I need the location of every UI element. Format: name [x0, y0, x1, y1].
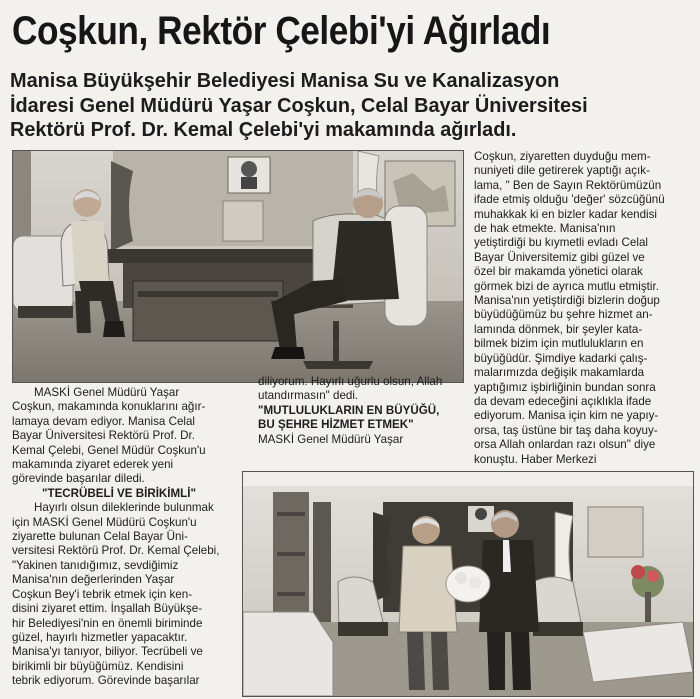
text-line: ediyorum. Manisa için kim ne yapıy- — [474, 409, 659, 423]
text-line: için MASKİ Genel Müdürü Coşkun'u — [12, 515, 197, 529]
subhead: "MUTLULUKLARIN EN BÜYÜĞÜ, — [258, 403, 440, 417]
text-line: lama, " Ben de Sayın Rektörümüzün — [474, 178, 662, 192]
text-line: makamında ziyaret ederek yeni — [12, 458, 174, 472]
text-line: büyüdüğümüz bu şehre hizmet an- — [474, 308, 653, 322]
deck-line: Manisa Büyükşehir Belediyesi Manisa Su ve Kanalizasyon — [10, 69, 560, 92]
text-line: Kemal Çelebi, Genel Müdür Coşkun'u — [12, 443, 206, 457]
deck-line: İdaresi Genel Müdürü Yaşar Coşkun, Celal Bayar Üniversitesi — [10, 93, 588, 117]
article-column-1 — [12, 386, 234, 689]
text-line: görevinde başarılar diledi. — [12, 472, 145, 486]
text-line: diliyorum. Hayırlı uğurlu olsun, Allah — [258, 375, 443, 388]
text-line: lamında dönmek, bir şeyler kata- — [474, 322, 643, 336]
photo-office-meeting-image — [13, 151, 463, 382]
text-line: Manisa'nın değerlerinden Yaşar — [12, 573, 175, 587]
photo-office-meeting — [12, 150, 464, 383]
subhead: BU ŞEHRE HİZMET ETMEK" — [258, 418, 414, 432]
text-line: MASKİ Genel Müdürü Yaşar — [34, 386, 180, 399]
deck-line: Rektörü Prof. Dr. Kemal Çelebi'yi makamında ağırladı. — [10, 118, 517, 141]
text-line: utandırmasın" dedi. — [258, 389, 359, 403]
text-line: de hak etmekte. Manisa'nın — [474, 222, 616, 236]
text-line: Manisa'yı tanıyor, biliyor. Tecrübeli ve — [12, 645, 203, 659]
text-line: yaptığımız işbirliğinin bundan sonra — [474, 380, 656, 394]
article-column-3 — [474, 150, 692, 467]
text-line: lamaya devam ediyor. Manisa Celal — [12, 414, 196, 428]
text-line: ifade etmiş olduğu 'değer' sözcüğünü — [474, 193, 665, 207]
text-line: Coşkun Bey'i tebrik etmek için ken- — [12, 587, 193, 601]
text-line: birikimli bir büyüğümüz. Kendisini — [12, 659, 184, 673]
text-line: da devam edeceğini açıklıkla ifade — [474, 394, 652, 408]
text-line: ziyarette bulunan Celal Bayar Üni- — [12, 530, 188, 544]
text-line: güzel, hayırlı hizmetler yapacaktır. — [12, 630, 188, 644]
text-line: orsa, taş üstüne bir taş daha koyuy- — [474, 423, 658, 437]
text-line: Manisa'nın yetiştirdiği bizlerin doğup — [474, 294, 660, 308]
text-line: nuniyeti dile getirerek yaptığı açık- — [474, 164, 650, 178]
article-column-2 — [258, 375, 458, 447]
text-line: Bayar Üniversitesi Rektörü Prof. Dr. — [12, 429, 195, 443]
text-line: tebrik ediyorum. Görevinde başarılar — [12, 674, 200, 688]
text-line: Hayırlı olsun dileklerinde bulunmak — [34, 501, 214, 515]
subhead: "TECRÜBELİ VE BİRİKİMLİ" — [42, 486, 196, 500]
text-line: Coşkun, ziyaretten duyduğu mem- — [474, 150, 651, 163]
text-line: "Yakinen tanıdığımız, sevdiğimiz — [12, 558, 179, 572]
photo-handshake — [242, 471, 694, 697]
text-line: muhakkak ki en bizler kadar kendisi — [474, 207, 658, 221]
text-line: bilmek bizim için mutlulukların en — [474, 337, 644, 351]
text-line: malarımızda değişik makamlarda — [474, 366, 645, 380]
text-line: disini ziyaret ettim. İnşallah Büyükşe- — [12, 602, 203, 616]
text-line: Bayar Üniversitemiz gibi güzel ve — [474, 250, 645, 264]
deck — [10, 69, 690, 143]
photo-handshake-image — [243, 472, 693, 696]
headline: Coşkun, Rektör Çelebi'yi Ağırladı — [12, 9, 551, 53]
text-line: MASKİ Genel Müdürü Yaşar — [258, 432, 404, 446]
text-line: konuştu. Haber Merkezi — [474, 452, 597, 466]
text-line: orsa Allah onlardan razı olsun" diye — [474, 438, 656, 452]
text-line: büyüğüdür. Şimdiye kadarki çalış- — [474, 351, 648, 365]
text-line: görmek bizi de ayrıca mutlu etmiştir. — [474, 279, 659, 293]
text-line: versitesi Rektörü Prof. Dr. Kemal Çelebi, — [12, 544, 220, 558]
text-line: Coşkun, makamında konuklarını ağır- — [12, 400, 206, 414]
text-line: özel bir makamda yönetici olarak — [474, 265, 643, 279]
text-line: hir Belediyesi'nin en önemli biriminde — [12, 616, 203, 630]
text-line: yetiştirdiği bu kıymetli evladı Celal — [474, 236, 648, 250]
